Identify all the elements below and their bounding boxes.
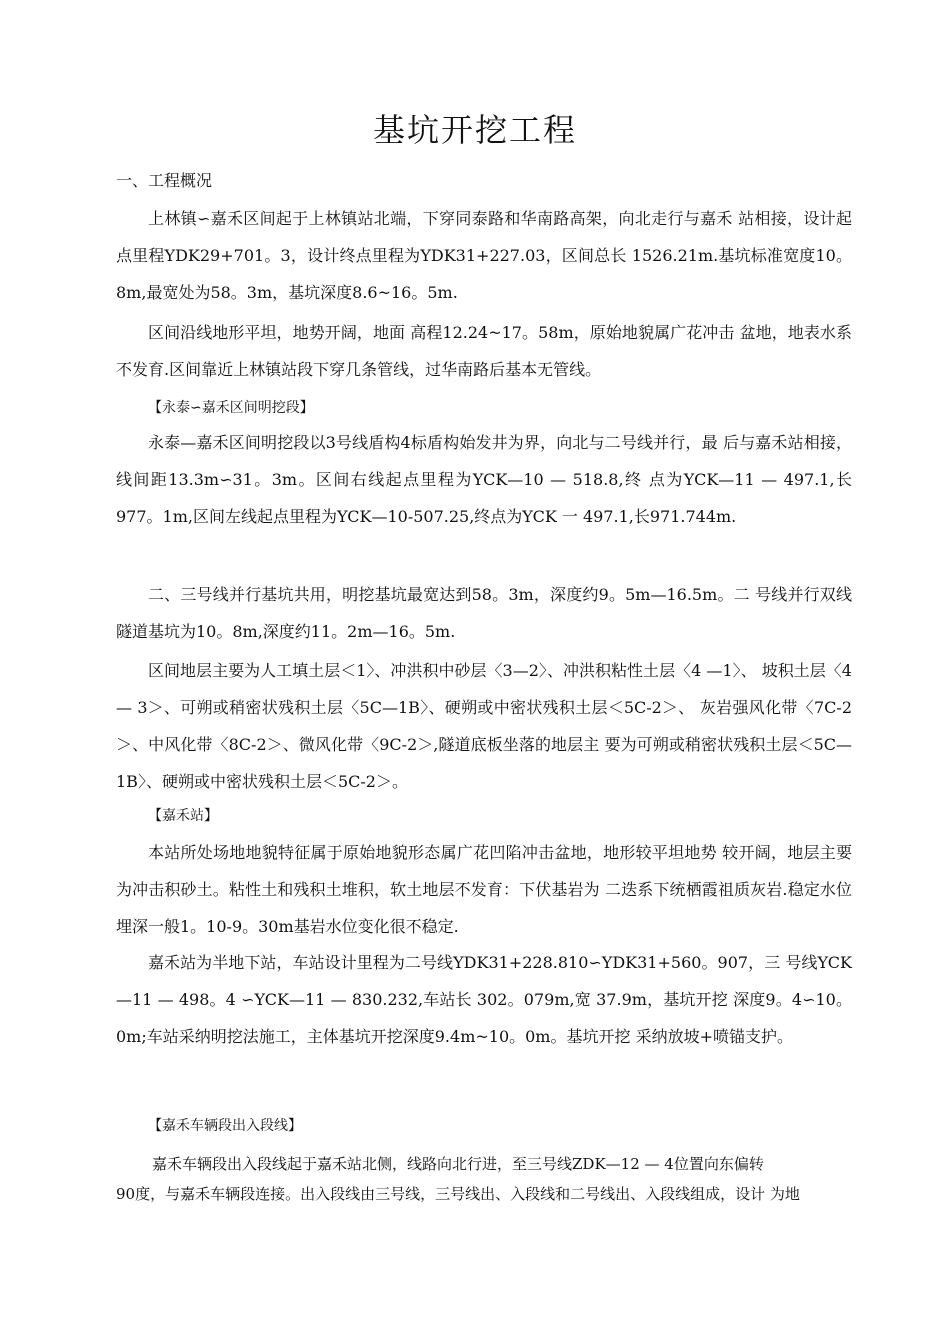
paragraph-5	[116, 652, 852, 800]
paragraph-text: 区间沿线地形平坦，地势开阔，地面 高程12.24~17。58m，原始地貌属广花冲击 盆地，地表水系不发育.区间靠近上林镇站段下穿几条管线，过华南路后基本无管线。	[116, 323, 852, 379]
paragraph-7	[116, 944, 852, 1055]
paragraph-text: 二、三号线并行基坑共用，明挖基坑最宽达到58。3m，深度约9。5m—16.5m。二 号线并行双线隧道基坑为10。8m,深度约11。2m—16。5m.	[116, 585, 852, 641]
subheading-yongtai-jiahe	[116, 394, 852, 422]
subheading-jiahe-station	[116, 802, 852, 830]
paragraph-text: 区间地层主要为人工填土层＜1〉、冲洪积中砂层〈3—2〉、冲洪积粘性土层〈4 —1〉、 坡积土层〈4 — 3＞、可朔或稍密状残积土层〈5C—1B〉、硬朔或中密状残积土层＜5C-2＞、 灰岩强风化带〈7C-2＞、中风化带〈8C-2＞、微风化带〈9C-2＞,隧道底板坐落的地层主 要为可朔或稍密状残积土层＜5C—1B〉、硬朔或中密状残积土层＜5C-2＞。	[116, 661, 852, 791]
paragraph-3	[116, 424, 852, 535]
section-heading: 一、工程概况	[116, 171, 213, 190]
page-title: 基坑开挖工程	[372, 111, 577, 149]
subheading-text: 【永泰∽嘉禾区间明挖段】	[148, 400, 314, 416]
paragraph-text: 上林镇∽嘉禾区间起于上林镇站北端，下穿同泰路和华南路高架，向北走行与嘉禾 站相接，设计起点里程YDK29+701。3，设计终点里程为YDK31+227.03，区间总长 1526.21m.基坑标准宽度10。8m,最宽处为58。3m，基坑深度8.6~16。5m.	[116, 209, 852, 302]
subheading-text: 【嘉禾车辆段出入段线】	[148, 1118, 302, 1134]
paragraph-text: 本站所处场地地貌特征属于原始地貌形态属广花凹陷冲击盆地，地形较平坦地势 较开阔，地层主要为冲击积砂土。粘性土和残积土堆积，软土地层不发育：下伏基岩为 二迭系下统栖霞祖质灰岩.稳定水位埋深一般1。10-9。30m基岩水位变化很不稳定.	[116, 843, 852, 936]
paragraph-text: 嘉禾站为半地下站，车站设计里程为二号线YDK31+228.810∽YDK31+560。907，三 号线YCK—11 — 498。4 ∽YCK—11 — 830.232,车站长 302。079m,宽 37.9m，基坑开挖 深度9。4∽10。0m;车站采纳明挖法施工，主体基坑开挖深度9.4m~10。0m。基坑开挖 采纳放坡+喷锚支护。	[116, 953, 852, 1046]
paragraph-8	[116, 1150, 852, 1208]
subheading-text: 【嘉禾站】	[148, 808, 218, 824]
paragraph-line: 嘉禾车辆段出入段线起于嘉禾站北侧，线路向北行进，至三号线ZDK—12 — 4位置向东偏转	[152, 1155, 764, 1173]
subheading-depot-line	[116, 1112, 852, 1140]
section-heading-overview	[116, 166, 852, 196]
paragraph-6	[116, 834, 852, 945]
paragraph-line: 90度，与嘉禾车辆段连接。出入段线由三号线，三号线出、入段线和二号线出、入段线组成，设计 为地	[116, 1185, 800, 1203]
paragraph-2	[116, 314, 852, 388]
paragraph-text: 永泰—嘉禾区间明挖段以3号线盾构4标盾构始发井为界，向北与二号线并行，最 后与嘉禾站相接，线间距13.3m∽31。3m。区间右线起点里程为YCK—10 — 518.8,终 点为YCK—11 — 497.1,长977。1m,区间左线起点里程为YCK—10-507.25,终点为YCK 一 497.1,长971.744m.	[116, 433, 852, 526]
paragraph-4	[116, 576, 852, 650]
paragraph-1	[116, 200, 852, 311]
